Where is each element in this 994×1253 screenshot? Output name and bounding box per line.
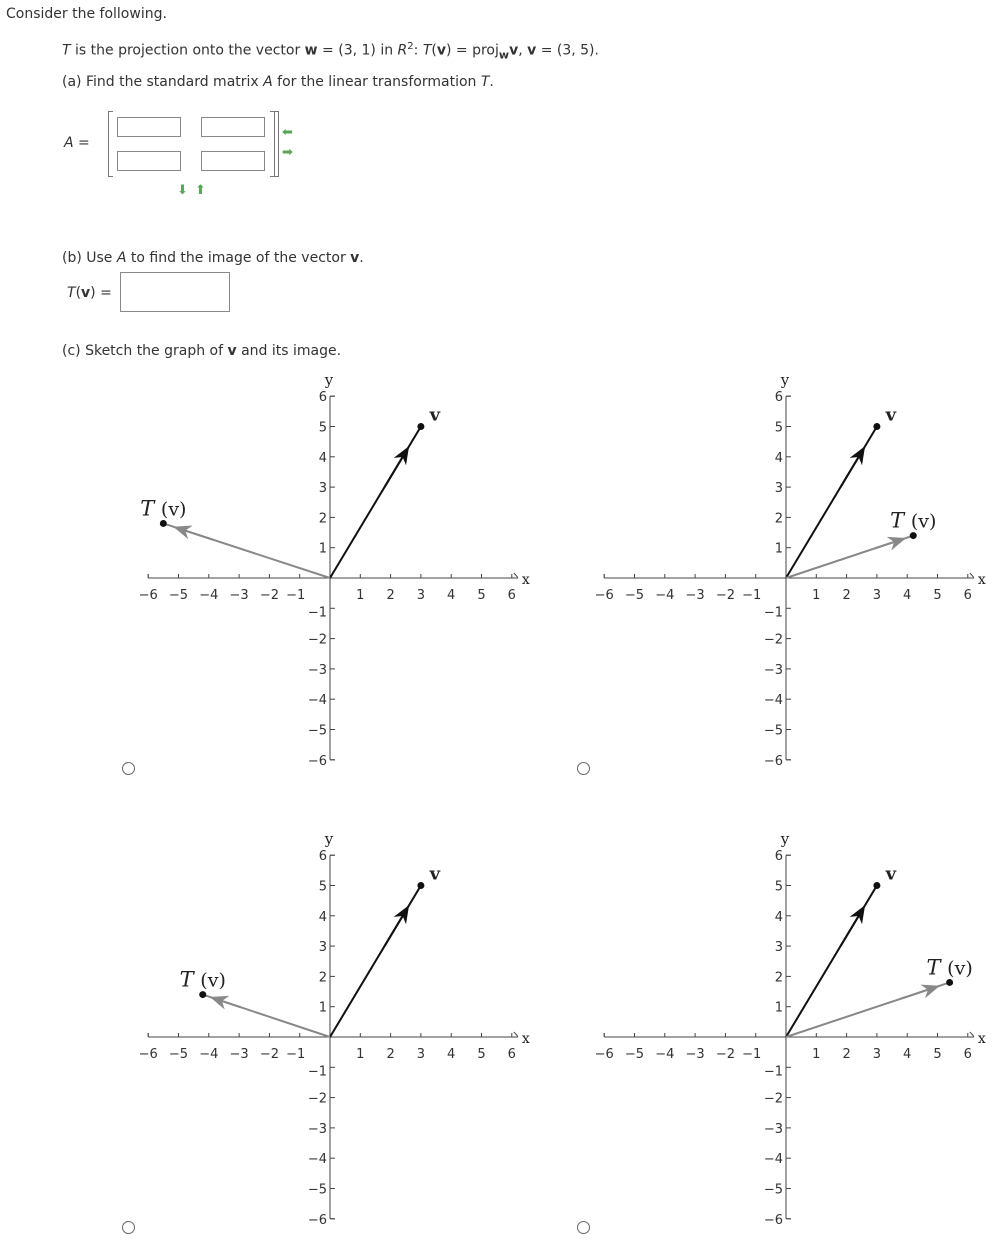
graph3-y-tick-label-1: 1: [318, 1000, 327, 1016]
graph3-y-tick-label-4: 4: [318, 909, 327, 925]
statement-v3: v: [527, 42, 537, 59]
graph2-vector-v-label: v: [885, 404, 897, 426]
graph3-y-tick-label--2: −2: [307, 1091, 327, 1107]
graph4-y-axis-label: y: [780, 830, 790, 849]
graph4-y-tick-label-4: 4: [774, 909, 783, 925]
graph1-x-tick-label-4: 4: [447, 588, 456, 603]
part-b-suffix: to find the image of the vector: [126, 250, 351, 266]
graph3-y-tick-label--1: −1: [307, 1064, 327, 1080]
graph2-x-tick-label--6: −6: [594, 588, 614, 603]
graph1-vector-tv-endpoint: [160, 520, 167, 527]
graph1-x-tick-label--5: −5: [168, 588, 189, 603]
graph2-y-tick-label--3: −3: [763, 662, 783, 678]
matrix-label-var: A: [64, 135, 74, 151]
remove-row-arrow-icon[interactable]: ⬆: [195, 183, 206, 198]
graph1-vector-tv-arrowhead: [175, 527, 213, 540]
graph4-y-tick-label-3: 3: [774, 940, 783, 956]
graph1-x-tick-label-3: 3: [416, 588, 426, 603]
statement-text3: :: [413, 42, 423, 59]
graph2-x-axis-arrowhead: [970, 573, 974, 578]
statement-wsub: w: [498, 48, 510, 62]
graph1-y-axis-label: y: [324, 371, 334, 390]
graph4-vector-tv-endpoint: [946, 979, 953, 986]
tv-label-T: T: [67, 285, 76, 301]
statement-v2: v: [509, 42, 519, 59]
part-a-end: .: [489, 74, 494, 90]
graph3-y-tick-label--4: −4: [307, 1152, 327, 1168]
graph2-x-axis-label: x: [977, 572, 986, 588]
graph1-vector-v-endpoint: [417, 423, 424, 430]
graph1-y-tick-label-1: 1: [318, 541, 327, 557]
add-column-arrow-icon[interactable]: ➡: [282, 145, 293, 160]
graph4-x-tick-label--6: −6: [594, 1047, 614, 1062]
graph4-x-tick-label-4: 4: [903, 1047, 912, 1062]
graph1-y-tick-label--5: −5: [307, 723, 327, 739]
graph2-y-tick-label-5: 5: [774, 420, 783, 436]
graph3-y-tick-label--6: −6: [307, 1212, 327, 1228]
graph3-x-tick-label--6: −6: [138, 1047, 158, 1062]
graph2-x-tick-label--1: −1: [742, 588, 762, 603]
graph4-y-tick-label-2: 2: [774, 970, 783, 986]
statement-w: w: [304, 42, 318, 59]
graph2-y-tick-label--6: −6: [763, 753, 783, 769]
graph4-vector-v-arrowhead: [841, 907, 865, 946]
graph2-y-tick-label-4: 4: [774, 450, 783, 466]
part-a-prefix: (a) Find the standard matrix: [62, 74, 264, 90]
graph3-vector-tv-arrowhead: [212, 998, 241, 1008]
matrix-label-eq: =: [73, 135, 90, 151]
graph4-y-tick-label--3: −3: [763, 1121, 783, 1137]
graph2-x-tick-label-5: 5: [933, 588, 942, 603]
graph3-x-tick-label-5: 5: [477, 1047, 486, 1062]
graph1-x-tick-label-2: 2: [386, 588, 395, 603]
graph3-x-axis-arrowhead: [514, 1032, 518, 1037]
add-row-arrow-icon[interactable]: ⬇: [177, 183, 188, 198]
statement-text2: = (3, 1) in: [317, 42, 398, 59]
graph2-x-tick-label-1: 1: [812, 588, 821, 603]
graph4-x-tick-label--4: −4: [655, 1047, 675, 1062]
statement-exp: 2: [407, 41, 414, 52]
graph3-vector-tv-endpoint: [199, 991, 206, 998]
graph4-y-tick-label-5: 5: [774, 879, 783, 895]
graph1-x-tick-label--3: −3: [229, 588, 249, 603]
graph1-y-tick-label-6: 6: [318, 390, 327, 406]
statement-T: T: [62, 42, 71, 59]
graph1-x-axis-label: x: [521, 572, 530, 588]
part-a-A: A: [263, 74, 273, 90]
graph1-y-tick-label--4: −4: [307, 693, 327, 709]
graph3-y-tick-label-3: 3: [318, 940, 327, 956]
graph1-y-tick-label--6: −6: [307, 753, 327, 769]
graph1-vector-tv-label: T (v): [140, 496, 187, 521]
tv-label-open: (: [75, 285, 82, 301]
graph4-y-tick-label-1: 1: [774, 1000, 783, 1016]
graph3-x-tick-label-4: 4: [447, 1047, 456, 1062]
statement-text7: = (3, 5).: [536, 42, 599, 59]
tv-label-v: v: [81, 285, 91, 301]
graph2-y-tick-label-1: 1: [774, 541, 783, 557]
graph2-x-tick-label--5: −5: [624, 588, 645, 603]
graph1-x-tick-label--2: −2: [259, 588, 279, 603]
graph2-y-tick-label-6: 6: [774, 390, 783, 406]
graph3-x-tick-label-2: 2: [386, 1047, 395, 1062]
graph3-x-tick-label-3: 3: [416, 1047, 426, 1062]
graph2-vector-tv-arrowhead: [875, 539, 904, 549]
graph3-x-tick-label--5: −5: [168, 1047, 189, 1062]
radio-option-2[interactable]: [577, 762, 590, 775]
graph3-x-tick-label--3: −3: [229, 1047, 249, 1062]
graph4-x-tick-label--2: −2: [715, 1047, 735, 1062]
graph2-vector-tv-label: T (v): [890, 508, 937, 533]
part-b-end: .: [359, 250, 364, 266]
graph2-y-axis-label: y: [780, 371, 790, 390]
graph3-x-tick-label-6: 6: [507, 1047, 516, 1062]
graph4-y-tick-label--2: −2: [763, 1091, 783, 1107]
graph2-y-tick-label--2: −2: [763, 632, 783, 648]
graph3-x-axis-label: x: [521, 1031, 530, 1047]
intro-text: Consider the following.: [6, 6, 167, 22]
graph2-x-tick-label-6: 6: [963, 588, 972, 603]
graph3-y-tick-label--3: −3: [307, 1121, 327, 1137]
graph1-vector-v-label: v: [429, 404, 441, 426]
graph2-y-tick-label--5: −5: [763, 723, 783, 739]
graph2-y-tick-label-2: 2: [774, 511, 783, 527]
radio-option-4[interactable]: [577, 1221, 590, 1234]
graph1-x-tick-label-6: 6: [507, 588, 516, 603]
graph4-x-tick-label-1: 1: [812, 1047, 821, 1062]
graph4-x-tick-label-6: 6: [963, 1047, 972, 1062]
graph3-x-tick-label--4: −4: [199, 1047, 219, 1062]
graph4-x-tick-label-5: 5: [933, 1047, 942, 1062]
part-c-v: v: [227, 343, 237, 359]
graph3-y-tick-label-2: 2: [318, 970, 327, 986]
graph4-y-tick-label-6: 6: [774, 849, 783, 865]
graph3-vector-v-arrowhead: [385, 907, 409, 946]
graph2-vector-tv-endpoint: [910, 532, 917, 539]
graph4-vector-v-endpoint: [873, 882, 880, 889]
graph4-y-tick-label--4: −4: [763, 1152, 783, 1168]
part-c-suffix: and its image.: [236, 343, 342, 359]
graph2-vector-v-endpoint: [873, 423, 880, 430]
graph4-x-tick-label-2: 2: [842, 1047, 851, 1062]
graph2-vector-v-arrowhead: [841, 448, 865, 487]
graph3-vector-v-label: v: [429, 863, 441, 885]
graph3-vector-tv-label: T (v): [179, 967, 226, 992]
statement-v1: v: [436, 42, 446, 59]
graph2-x-tick-label-4: 4: [903, 588, 912, 603]
graph4-x-tick-label--5: −5: [624, 1047, 645, 1062]
graph4-vector-tv-arrowhead: [901, 986, 939, 999]
radio-option-1[interactable]: [122, 762, 135, 775]
statement-R: R: [397, 42, 408, 59]
graph3-y-axis-label: y: [324, 830, 334, 849]
graph4-x-axis-arrowhead: [970, 1032, 974, 1037]
graph1-y-tick-label-3: 3: [318, 481, 327, 497]
graph2-y-tick-label--4: −4: [763, 693, 783, 709]
statement-text4: (: [431, 42, 437, 59]
part-a-suffix: for the linear transformation: [272, 74, 481, 90]
graph2-x-tick-label-2: 2: [842, 588, 851, 603]
graph3-y-tick-label-6: 6: [318, 849, 327, 865]
statement-T2: T: [422, 42, 432, 59]
graph4-y-tick-label--1: −1: [763, 1064, 783, 1080]
graph2-y-tick-label--1: −1: [763, 605, 783, 621]
graph3-x-tick-label--1: −1: [286, 1047, 306, 1062]
graph1-x-tick-label--1: −1: [286, 588, 306, 603]
graph2-y-tick-label-3: 3: [774, 481, 783, 497]
graph1-x-axis-arrowhead: [514, 573, 518, 578]
graph4-x-axis-label: x: [977, 1031, 986, 1047]
graph2-x-tick-label--4: −4: [655, 588, 675, 603]
statement-text5: ) = proj: [446, 42, 499, 59]
tv-label-close: ) =: [90, 285, 112, 301]
graph3-vector-v-endpoint: [417, 882, 424, 889]
graph1-vector-v-arrowhead: [385, 448, 409, 487]
graph3-x-tick-label-1: 1: [356, 1047, 365, 1062]
graph1-x-tick-label--4: −4: [199, 588, 219, 603]
part-b-v: v: [350, 250, 360, 266]
graph1-y-tick-label--1: −1: [307, 605, 327, 621]
graph2-x-tick-label--3: −3: [685, 588, 705, 603]
graph4-x-tick-label-3: 3: [872, 1047, 882, 1062]
graph3-y-tick-label--5: −5: [307, 1182, 327, 1198]
remove-column-arrow-icon[interactable]: ⬅: [282, 125, 293, 140]
graph3-x-tick-label--2: −2: [259, 1047, 279, 1062]
graph4-vector-v-label: v: [885, 863, 897, 885]
graph4-vector-tv-label: T (v): [926, 955, 973, 980]
statement-text6: ,: [518, 42, 528, 59]
part-b-prefix: (b) Use: [62, 250, 117, 266]
graph4-x-tick-label--3: −3: [685, 1047, 705, 1062]
graph1-y-tick-label--2: −2: [307, 632, 327, 648]
graph4-y-tick-label--5: −5: [763, 1182, 783, 1198]
graph2-x-tick-label-3: 3: [872, 588, 882, 603]
part-b-A: A: [116, 250, 127, 266]
graph3-y-tick-label-5: 5: [318, 879, 327, 895]
graph1-x-tick-label-1: 1: [356, 588, 365, 603]
radio-option-3[interactable]: [122, 1221, 135, 1234]
graph1-y-tick-label--3: −3: [307, 662, 327, 678]
graph1-y-tick-label-4: 4: [318, 450, 327, 466]
graph4-y-tick-label--6: −6: [763, 1212, 783, 1228]
graph1-y-tick-label-5: 5: [318, 420, 327, 436]
statement-text1: is the projection onto the vector: [70, 42, 305, 59]
graph1-y-tick-label-2: 2: [318, 511, 327, 527]
graph4-x-tick-label--1: −1: [742, 1047, 762, 1062]
part-c-prefix: (c) Sketch the graph of: [62, 343, 228, 359]
graph1-x-tick-label--6: −6: [138, 588, 158, 603]
part-a-T: T: [480, 74, 490, 90]
graph1-x-tick-label-5: 5: [477, 588, 486, 603]
graph2-x-tick-label--2: −2: [715, 588, 735, 603]
